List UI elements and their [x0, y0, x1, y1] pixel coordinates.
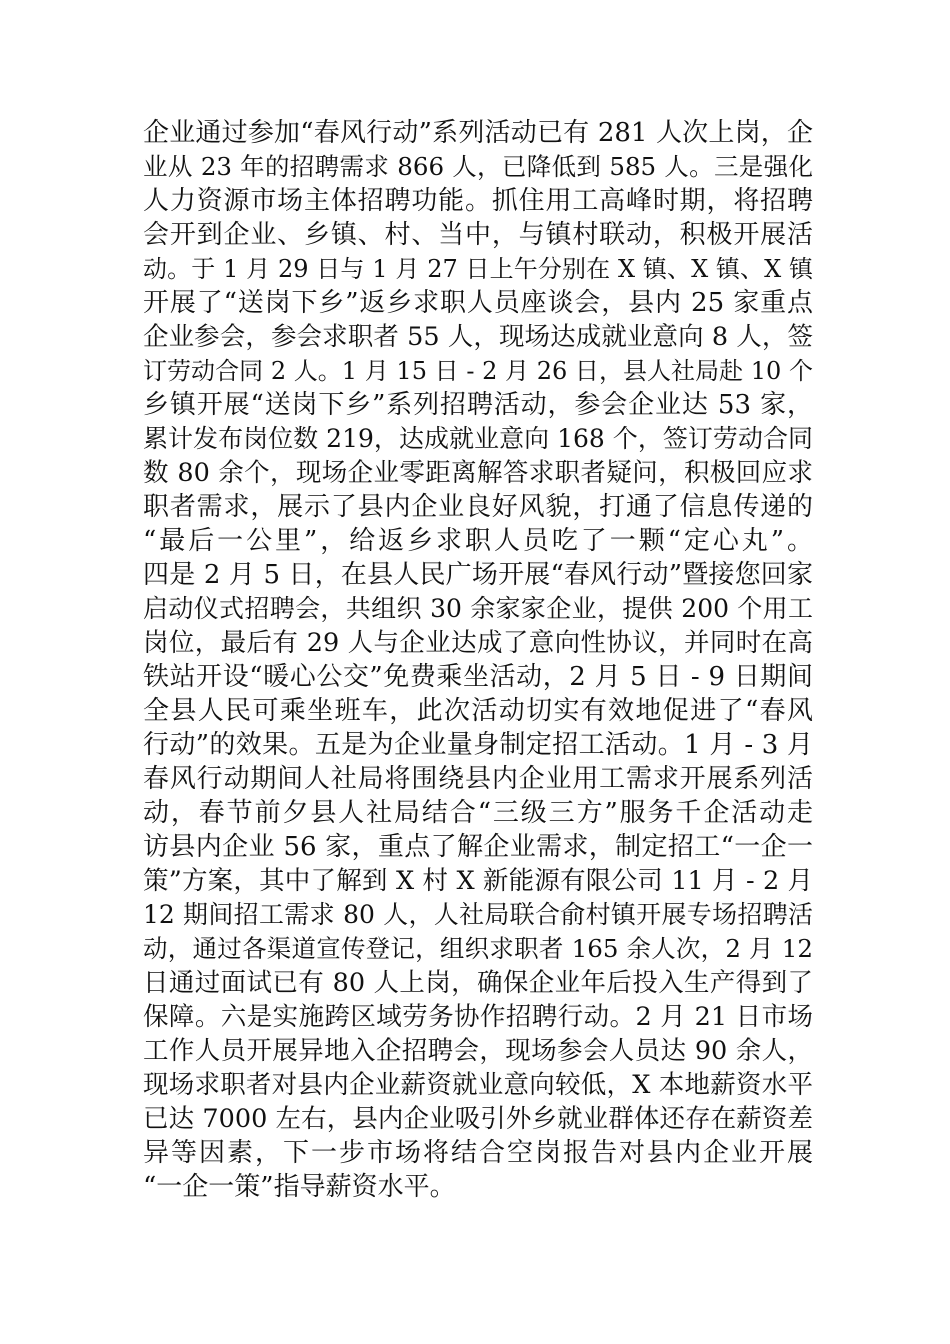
text-line: 春风行动期间人社局将围绕县内企业用工需求开展系列活	[143, 764, 813, 794]
text-line: 全县人民可乘坐班车，此次活动切实有效地促进了“春风	[143, 696, 813, 726]
text-line: 启动仪式招聘会，共组织 30 余家家企业，提供 200 个用工	[143, 594, 813, 623]
text-line: 日通过面试已有 80 人上岗，确保企业年后投入生产得到了	[143, 968, 813, 998]
text-line: 订劳动合同 2 人。1 月 15 日 - 2 月 26 日，县人社局赴 10 个	[143, 357, 813, 385]
text-line: 会开到企业、乡镇、村、当中，与镇村联动，积极开展活	[143, 220, 813, 250]
text-line: 企业通过参加“春风行动”系列活动已有 281 人次上岗，企	[143, 118, 813, 148]
text-line: 企业参会，参会求职者 55 人，现场达成就业意向 8 人，签	[143, 322, 813, 352]
text-line: 动。于 1 月 29 日与 1 月 27 日上午分别在 X 镇、X 镇、X 镇	[143, 255, 813, 283]
text-line: 策”方案，其中了解到 X 村 X 新能源有限公司 11 月 - 2 月	[143, 866, 813, 896]
text-line: 铁站开设“暖心公交”免费乘坐活动，2 月 5 日 - 9 日期间	[143, 662, 813, 692]
text-line: “最后一公里”，给返乡求职人员吃了一颗“定心丸”。	[143, 526, 813, 556]
text-line: 动，通过各渠道宣传登记，组织求职者 165 余人次，2 月 12	[143, 934, 813, 963]
text-line: 现场求职者对县内企业薪资就业意向较低，X 本地薪资水平	[143, 1070, 813, 1100]
text-line: 累计发布岗位数 219，达成就业意向 168 个，签订劳动合同	[143, 424, 813, 453]
text-line: 乡镇开展“送岗下乡”系列招聘活动，参会企业达 53 家，	[143, 390, 813, 420]
text-line: 岗位，最后有 29 人与企业达成了意向性协议，并同时在高	[143, 628, 813, 658]
text-line: 职者需求，展示了县内企业良好风貌，打通了信息传递的	[143, 492, 813, 522]
text-line: “一企一策”指导薪资水平。	[143, 1172, 456, 1202]
text-line: 异等因素，下一步市场将结合空岗报告对县内企业开展	[143, 1138, 813, 1168]
text-line: 数 80 余个，现场企业零距离解答求职者疑问，积极回应求	[143, 458, 813, 488]
text-line: 访县内企业 56 家，重点了解企业需求，制定招工“一企一	[143, 832, 813, 862]
text-line: 行动”的效果。五是为企业量身制定招工活动。1 月 - 3 月	[143, 730, 813, 760]
text-line: 工作人员开展异地入企招聘会，现场参会人员达 90 余人，	[143, 1036, 813, 1066]
text-line: 动，春节前夕县人社局结合“三级三方”服务千企活动走	[143, 798, 813, 828]
text-line: 已达 7000 左右，县内企业吸引外乡就业群体还存在薪资差	[143, 1104, 813, 1134]
text-line: 保障。六是实施跨区域劳务协作招聘行动。2 月 21 日市场	[143, 1002, 813, 1032]
text-line: 开展了“送岗下乡”返乡求职人员座谈会，县内 25 家重点	[143, 288, 813, 318]
text-line: 四是 2 月 5 日，在县人民广场开展“春风行动”暨接您回家	[143, 560, 813, 590]
text-line: 人力资源市场主体招聘功能。抓住用工高峰时期，将招聘	[143, 186, 813, 216]
text-line: 业从 23 年的招聘需求 866 人，已降低到 585 人。三是强化	[143, 152, 813, 181]
body-paragraph	[143, 116, 813, 1204]
text-line: 12 期间招工需求 80 人，人社局联合俞村镇开展专场招聘活	[143, 900, 813, 929]
